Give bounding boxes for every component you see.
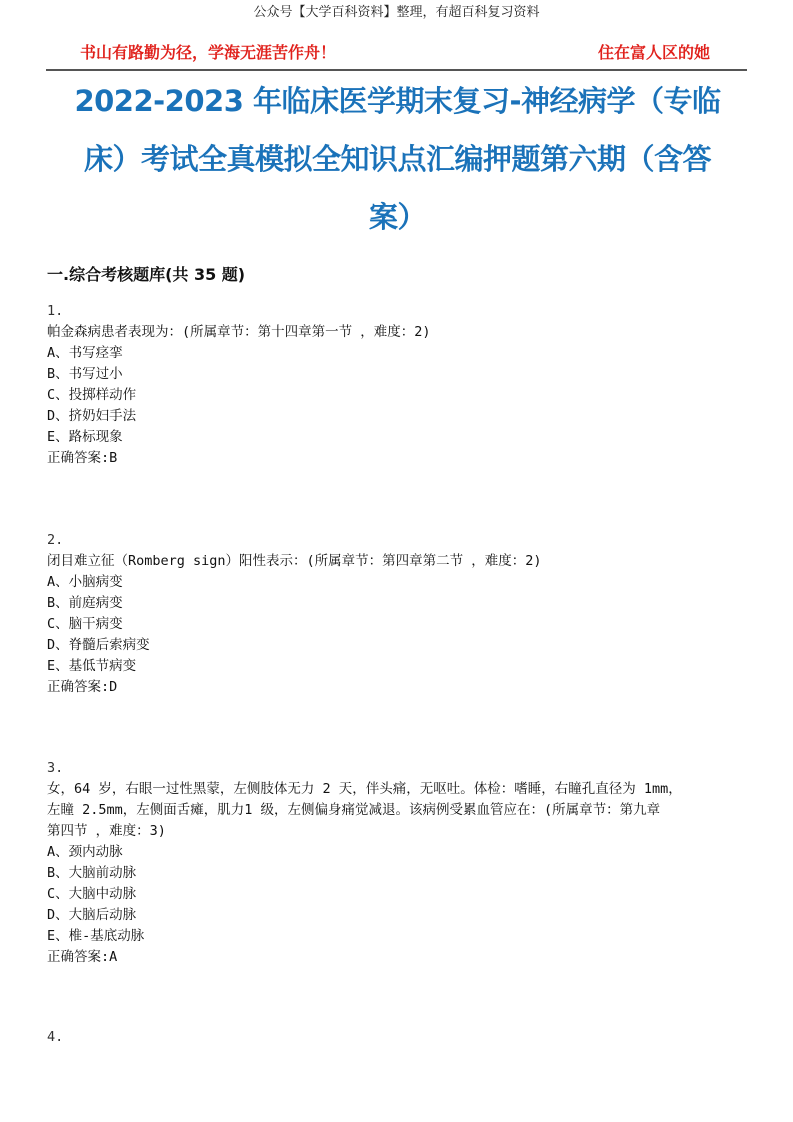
option-a: A、颈内动脉 bbox=[47, 844, 123, 860]
option-c: C、大脑中动脉 bbox=[47, 886, 137, 902]
option-e: E、基低节病变 bbox=[47, 658, 137, 674]
question-1 bbox=[47, 301, 752, 469]
question-stem: 闭目难立征（Romberg sign）阳性表示：(所属章节：第四章第二节 ，难度：2) bbox=[47, 553, 542, 569]
question-stem-line-1: 女，64 岁，右眼一过性黑蒙，左侧肢体无力 2 天，伴头痛，无呕吐。体检：嗜睡，右瞳孔直径为 1mm， bbox=[47, 781, 682, 797]
title-line-2: 床）考试全真模拟全知识点汇编押题第六期（含答 bbox=[83, 142, 711, 176]
question-3 bbox=[47, 758, 752, 968]
page-header-note: 公众号【大学百科资料】整理，有超百科复习资料 bbox=[253, 5, 540, 20]
document-title bbox=[60, 72, 735, 246]
question-2 bbox=[47, 530, 752, 698]
option-e: E、椎-基底动脉 bbox=[47, 928, 145, 944]
correct-answer: 正确答案:A bbox=[47, 949, 118, 965]
question-stem: 帕金森病患者表现为：(所属章节：第十四章第一节 ，难度：2) bbox=[47, 324, 431, 340]
title-line-1: 2022-2023 年临床医学期末复习-神经病学（专临 bbox=[74, 84, 721, 118]
question-stem-line-2: 左瞳 2.5mm，左侧面舌瘫，肌力1 级，左侧偏身痛觉减退。该病例受累血管应在：(所属章节：第九章 bbox=[47, 802, 661, 818]
motto-bar bbox=[80, 42, 710, 64]
option-b: B、前庭病变 bbox=[47, 595, 123, 611]
question-number: 4. bbox=[47, 1029, 64, 1045]
option-d: D、大脑后动脉 bbox=[47, 907, 137, 923]
option-a: A、小脑病变 bbox=[47, 574, 123, 590]
option-b: B、大脑前动脉 bbox=[47, 865, 137, 881]
option-d: D、挤奶妇手法 bbox=[47, 408, 137, 424]
option-b: B、书写过小 bbox=[47, 366, 123, 382]
question-number: 2. bbox=[47, 532, 64, 548]
motto-left: 书山有路勤为径，学海无涯苦作舟！ bbox=[80, 43, 337, 62]
question-stem-line-3: 第四节 ，难度：3) bbox=[47, 823, 166, 839]
question-number: 1. bbox=[47, 303, 64, 319]
option-d: D、脊髓后索病变 bbox=[47, 637, 150, 653]
option-e: E、路标现象 bbox=[47, 429, 123, 445]
correct-answer: 正确答案:D bbox=[47, 679, 118, 695]
header-divider bbox=[46, 69, 747, 71]
section-heading: 一.综合考核题库(共 35 题) bbox=[47, 265, 246, 284]
motto-right: 住在富人区的她 bbox=[597, 43, 710, 62]
question-4 bbox=[47, 1027, 752, 1048]
correct-answer: 正确答案:B bbox=[47, 450, 118, 466]
question-number: 3. bbox=[47, 760, 64, 776]
title-line-3: 案） bbox=[368, 200, 426, 234]
option-c: C、投掷样动作 bbox=[47, 387, 137, 403]
option-c: C、脑干病变 bbox=[47, 616, 123, 632]
option-a: A、书写痉挛 bbox=[47, 345, 123, 361]
